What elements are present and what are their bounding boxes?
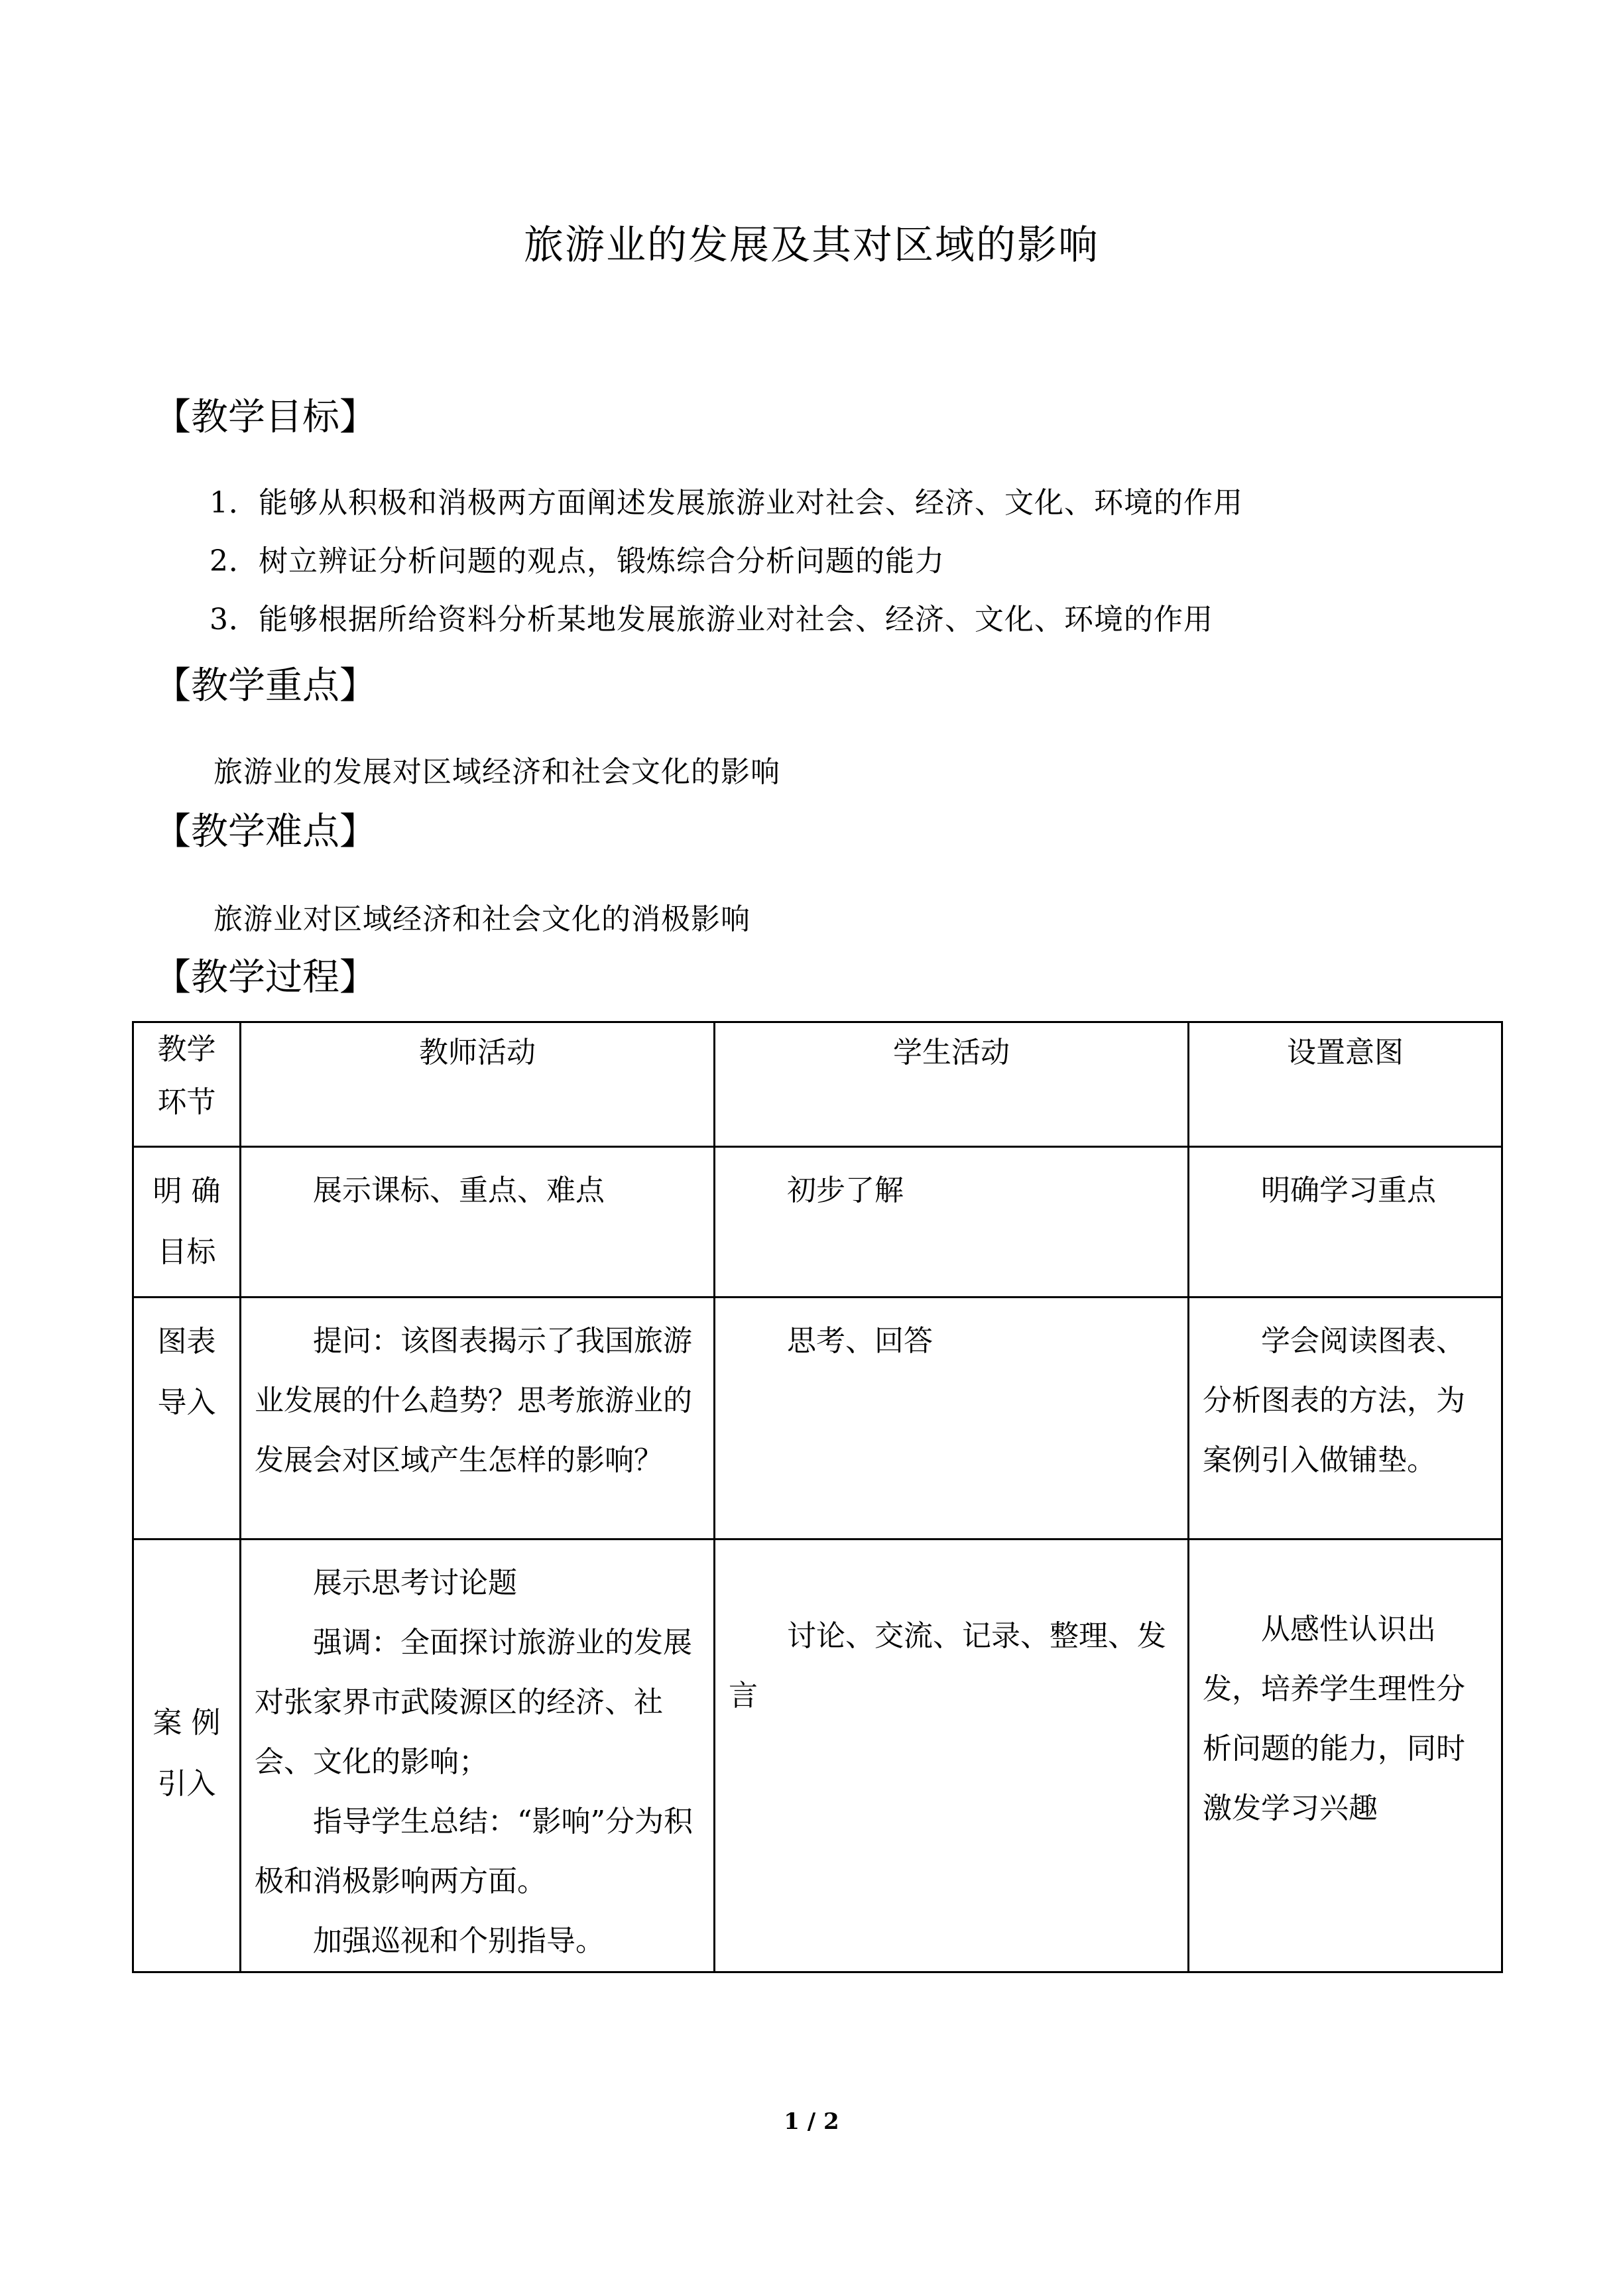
intent-text: 从感性认识出发，培养学生理性分析问题的能力，同时激发学习兴趣 [1203, 1612, 1465, 1825]
header-teacher: 教师活动 [241, 1022, 715, 1147]
intent-text: 明确学习重点 [1261, 1174, 1436, 1207]
table-row [133, 1298, 1502, 1540]
intent-cell [1189, 1147, 1502, 1298]
student-text: 思考、回答 [787, 1324, 933, 1358]
stage-line2: 引入 [157, 1767, 216, 1801]
teacher-cell [241, 1147, 715, 1298]
intent-cell [1189, 1298, 1502, 1540]
difficulties-heading: 【教学难点】 [154, 810, 377, 853]
student-text: 初步了解 [787, 1174, 904, 1207]
teacher-text: 提问：该图表揭示了我国旅游业发展的什么趋势？思考旅游业的发展会对区域产生怎样的影响？ [255, 1324, 692, 1477]
stage-cell [133, 1540, 241, 1972]
stage-line1: 明 确 [152, 1174, 221, 1208]
teacher-text: 加强巡视和个别指导。 [313, 1924, 605, 1958]
header-stage-line1: 教学 [157, 1032, 216, 1066]
stage-cell [133, 1147, 241, 1298]
stage-line2: 目标 [157, 1235, 216, 1269]
difficulties-text: 旅游业对区域经济和社会文化的消极影响 [213, 902, 751, 936]
teacher-cell [241, 1540, 715, 1972]
teacher-text: 指导学生总结：“影响”分为积极和消极影响两方面。 [255, 1805, 693, 1898]
teacher-cell [241, 1298, 715, 1540]
student-cell [715, 1298, 1189, 1540]
key-points-heading: 【教学重点】 [154, 664, 377, 707]
stage-cell [133, 1298, 241, 1540]
stage-line1: 案 例 [152, 1706, 221, 1740]
objective-item: 2．树立辨证分析问题的观点，锻炼综合分析问题的能力 [210, 544, 945, 578]
intent-cell [1189, 1540, 1502, 1972]
header-stage-line2: 环节 [157, 1085, 216, 1119]
key-points-text: 旅游业的发展对区域经济和社会文化的影响 [213, 755, 780, 789]
student-cell [715, 1147, 1189, 1298]
page-title: 旅游业的发展及其对区域的影响 [524, 222, 1099, 269]
teacher-text: 强调：全面探讨旅游业的发展对张家界市武陵源区的经济、社会、文化的影响； [255, 1626, 692, 1779]
student-text: 讨论、交流、记录、整理、发言 [729, 1619, 1166, 1713]
header-stage [133, 1022, 241, 1147]
header-student: 学生活动 [715, 1022, 1189, 1147]
objectives-heading: 【教学目标】 [154, 396, 377, 439]
teaching-process-table [132, 1021, 1503, 1973]
table-header-row [133, 1022, 1502, 1147]
objective-item: 3．能够根据所给资料分析某地发展旅游业对社会、经济、文化、环境的作用 [210, 603, 1213, 636]
table-row [133, 1147, 1502, 1298]
teacher-text: 展示课标、重点、难点 [313, 1174, 605, 1207]
student-cell [715, 1540, 1189, 1972]
intent-text: 学会阅读图表、分析图表的方法，为案例引入做铺垫。 [1203, 1324, 1465, 1477]
header-intent: 设置意图 [1189, 1022, 1502, 1147]
process-heading: 【教学过程】 [154, 956, 377, 999]
page-number: 1 / 2 [784, 2108, 839, 2135]
teacher-text: 展示思考讨论题 [313, 1566, 517, 1600]
stage-line1: 图表 [157, 1325, 216, 1359]
objective-item: 1．能够从积极和消极两方面阐述发展旅游业对社会、经济、文化、环境的作用 [210, 486, 1243, 520]
stage-line2: 导入 [157, 1386, 216, 1420]
table-row [133, 1540, 1502, 1972]
